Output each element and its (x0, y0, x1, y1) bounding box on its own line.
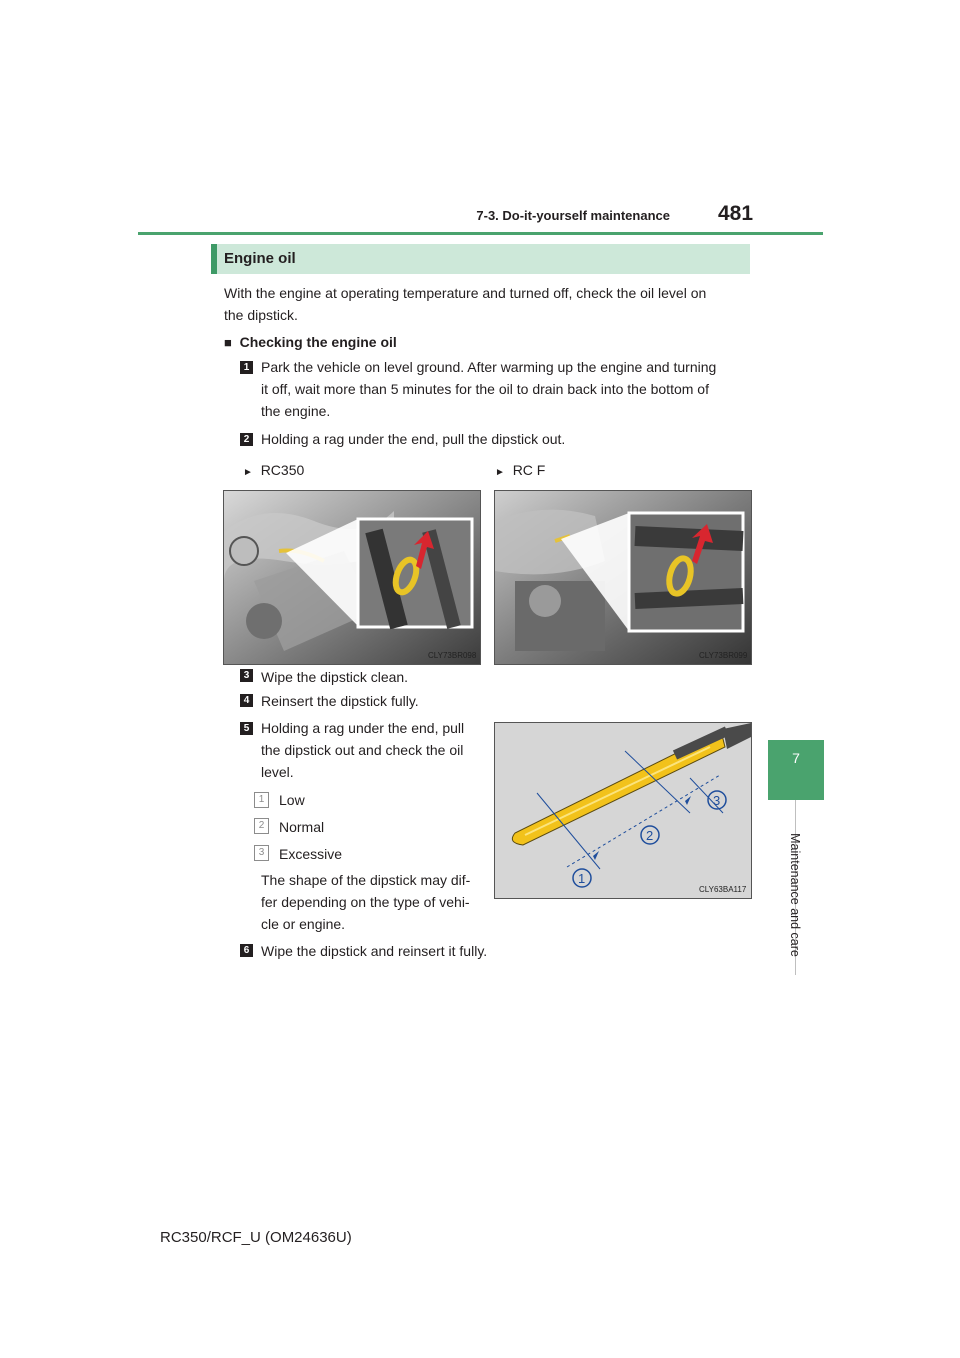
rc350-engine-photo (223, 490, 481, 665)
step-1-line-2: it off, wait more than 5 minutes for the oil to drain back into the bottom of (261, 381, 709, 397)
step-6-line-1: Wipe the dipstick and reinsert it fully. (261, 943, 488, 959)
svg-text:2: 2 (646, 828, 654, 843)
variant-label-rcf-text: RC F (512, 462, 546, 478)
chapter-number: 7 (792, 750, 800, 766)
dipstick-diagram (494, 722, 752, 899)
header-rule (138, 232, 823, 235)
level-number-2: 2 (254, 818, 269, 834)
intro-line-2: the dipstick. (224, 307, 298, 323)
level-label-low: Low (279, 792, 305, 808)
rcf-engine-photo (494, 490, 752, 665)
square-bullet-icon: ■ (224, 335, 232, 350)
subsection-title (224, 331, 397, 354)
step-number-3: 3 (240, 669, 253, 682)
level-label-normal: Normal (279, 819, 325, 835)
dipstick-image-code: CLY63BA117 (699, 885, 747, 894)
triangle-bullet-icon: ► (495, 467, 505, 478)
step-1-line-3: the engine. (261, 403, 331, 419)
variant-label-rcf (495, 459, 545, 484)
rc350-image-code: CLY73BR098 (428, 651, 477, 660)
step-1-line-1: Park the vehicle on level ground. After warming up the engine and turning (261, 359, 717, 375)
intro-line-1: With the engine at operating temperature and turned off, check the oil level on (224, 285, 707, 301)
triangle-bullet-icon: ► (243, 467, 253, 478)
dipstick-note-line-1: The shape of the dipstick may dif- (261, 872, 471, 888)
variant-label-rc350-text: RC350 (260, 462, 305, 478)
section-title: Engine oil (224, 250, 296, 267)
footer-model-code: RC350/RCF_U (OM24636U) (160, 1229, 352, 1246)
dipstick-note-line-3: cle or engine. (261, 916, 346, 932)
step-2-line-1: Holding a rag under the end, pull the dipstick out. (261, 431, 566, 447)
page-number: 481 (718, 202, 754, 225)
step-5-line-1: Holding a rag under the end, pull (261, 720, 465, 736)
level-number-3: 3 (254, 845, 269, 861)
variant-label-rc350 (243, 459, 304, 484)
level-number-1: 1 (254, 792, 269, 808)
level-label-excessive: Excessive (279, 846, 343, 862)
header-section-title: 7-3. Do-it-yourself maintenance (476, 208, 670, 223)
step-number-5: 5 (240, 722, 253, 735)
dipstick-note-line-2: fer depending on the type of vehi- (261, 894, 470, 910)
step-5-line-2: the dipstick out and check the oil (261, 742, 464, 758)
rcf-image-code: CLY73BR099 (699, 651, 748, 660)
step-number-2: 2 (240, 433, 253, 446)
step-3-line-1: Wipe the dipstick clean. (261, 669, 409, 685)
svg-text:1: 1 (578, 871, 586, 886)
step-number-4: 4 (240, 694, 253, 707)
step-number-1: 1 (240, 361, 253, 374)
svg-text:3: 3 (713, 793, 721, 808)
subsection-title-text: Checking the engine oil (239, 334, 397, 350)
section-bar-accent (211, 244, 217, 274)
chapter-title: Maintenance and care (788, 833, 802, 957)
chapter-tab (768, 740, 824, 800)
step-4-line-1: Reinsert the dipstick fully. (261, 693, 419, 709)
step-5-line-3: level. (261, 764, 294, 780)
step-number-6: 6 (240, 944, 253, 957)
